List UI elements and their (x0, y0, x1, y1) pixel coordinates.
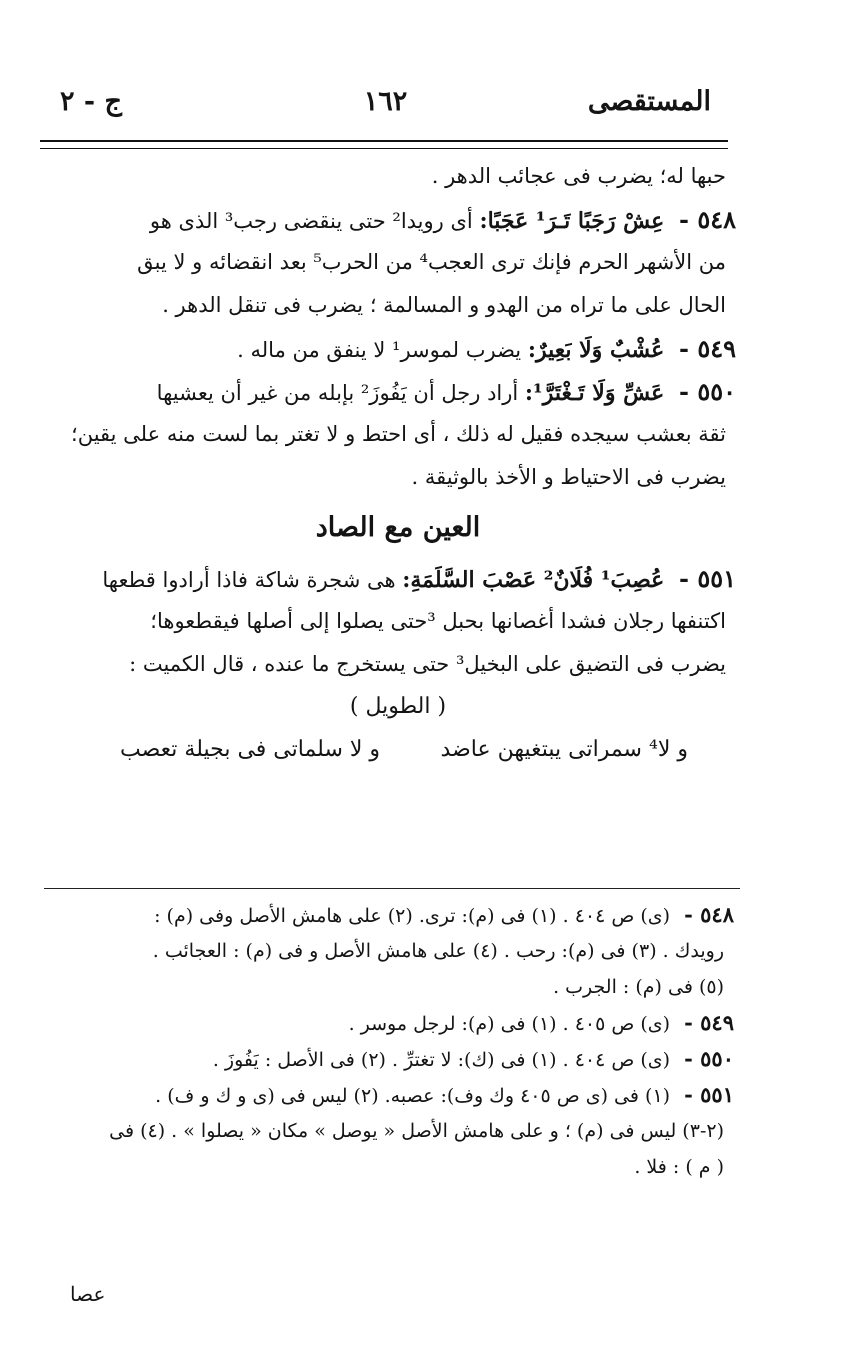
book-title: المستقصى (587, 86, 711, 117)
entry-text: هى شجرة شاكة فاذا أرادوا قطعها (102, 568, 396, 592)
entry-551-line (60, 557, 736, 600)
footnote-548 (44, 897, 734, 933)
text-line: ثقة بعشب سيجده فقيل له ذلك ، أى احتط و لا تغتر بما لست منه على يقين؛ (71, 422, 726, 446)
text-line: يضرب فى الاحتياط و الأخذ بالوثيقة . (411, 465, 726, 489)
verse-second-hemistich: و لا سلماتى فى بجيلة تعصب (120, 737, 381, 762)
entry-text: يضرب لموسر¹ لا ينفق من ماله . (237, 338, 522, 362)
entry-text: أراد رجل أن يَفُوزَ² بإبله من غير أن يعشيها (156, 381, 519, 405)
footnote-549 (44, 1005, 734, 1041)
verse-line (60, 728, 736, 772)
footnote-text: (ى) ص ٤٠٤ . (١) فى (م): ترى. (٢) على هامش الأصل وفى (م) : (154, 905, 671, 927)
entry-number: ٥٥٠ - (679, 377, 736, 406)
footnote-line: ( م ) : فلا . (634, 1156, 724, 1178)
entry-550-line (60, 370, 736, 413)
footnote-550 (44, 1041, 734, 1077)
verse-first-hemistich: و لا⁴ سمراتى يبتغيهن عاضد (440, 737, 688, 762)
footnote-line: (٥) فى (م) : الجرب . (553, 976, 724, 998)
page-number: ١٦٢ (363, 86, 408, 117)
footnote-number: ٥٤٨ - (684, 902, 734, 927)
catchword: عصا (70, 1282, 106, 1306)
entry-549-line (60, 327, 736, 370)
proverb-phrase: عُشْبٌ وَلَا بَعِيرٌ: (527, 337, 665, 363)
main-text (60, 155, 736, 772)
footnote-rule (44, 888, 740, 889)
header-rule (40, 140, 728, 149)
footnote-number: ٥٥٠ - (684, 1046, 734, 1071)
footnotes (44, 897, 734, 1185)
footnote-text: (ى) ص ٤٠٥ . (١) فى (م): لرجل موسر . (348, 1013, 671, 1035)
footnote-line: (٢-٣) ليس فى (م) ؛ و على هامش الأصل « يوصل » مكان « يصلوا » . (٤) فى (109, 1120, 724, 1142)
text-line: من الأشهر الحرم فإنك ترى العجب⁴ من الحرب⁵ بعد انقضائه و لا يبق (137, 250, 726, 274)
footnote-text: (١) فى (ى ص ٤٠٥ وك وف): عصبه. (٢) ليس فى (ى و ك و ف) . (155, 1085, 671, 1107)
running-header (60, 86, 711, 130)
entry-number: ٥٤٩ - (679, 334, 736, 363)
entry-548-line (60, 198, 736, 241)
text-line: يضرب فى التضيق على البخيل³ حتى يستخرج ما عنده ، قال الكميت : (129, 652, 726, 676)
footnote-text: (ى) ص ٤٠٤ . (١) فى (ك): لا تغترِّ . (٢) فى الأصل : يَفُوزَ . (212, 1049, 671, 1071)
footnote-line: رويدك . (٣) فى (م): رحب . (٤) على هامش الأصل و فى (م) : العجائب . (152, 940, 724, 962)
proverb-phrase: عِشْ رَجَبًا تَـرَ¹ عَجَبًا: (479, 208, 665, 234)
poetic-meter-label: ( الطويل ) (349, 694, 447, 719)
proverb-phrase: عَشِّ وَلَا تَـغْتَرَّ¹: (524, 380, 665, 406)
proverb-phrase: عُصِبَ¹ فُلَانٌ² عَصْبَ السَّلَمَةِ: (402, 567, 665, 593)
footnote-number: ٥٥١ - (684, 1082, 734, 1107)
section-heading: العين مع الصاد (315, 512, 481, 543)
footnote-551 (44, 1077, 734, 1113)
entry-text: أى رويدا² حتى ينقضى رجب³ الذى هو (149, 209, 473, 233)
footnote-number: ٥٤٩ - (684, 1010, 734, 1035)
entry-number: ٥٤٨ - (679, 205, 736, 234)
text-line: اكتنفها رجلان فشدا أغصانها بحبل ³حتى يصلوا إلى أصلها فيقطعوها؛ (150, 609, 726, 633)
volume-label: ج - ٢ (60, 86, 122, 117)
text-line: الحال على ما تراه من الهدو و المسالمة ؛ يضرب فى تنقل الدهر . (162, 293, 726, 317)
entry-number: ٥٥١ - (679, 564, 736, 593)
text-line: حبها له؛ يضرب فى عجائب الدهر . (431, 164, 726, 188)
